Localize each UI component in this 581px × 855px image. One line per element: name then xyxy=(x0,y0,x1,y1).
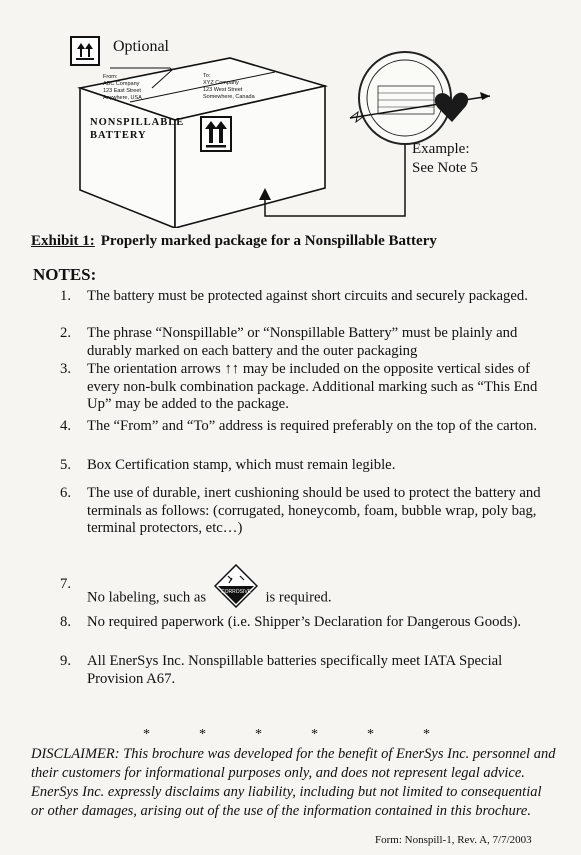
note-item: 6. The use of durable, inert cushioning should be used to protect the battery and terminals as follows: (corrugated, honeycomb, foam, bubble wrap, poly bag, terminal protectors, etc…) xyxy=(60,485,541,536)
optional-label: Optional xyxy=(113,38,169,55)
to-address-label: To: XYZ Company 123 West Street Somewhere, Canada xyxy=(203,73,255,100)
star-separator: * * * * * * xyxy=(143,727,430,742)
this-way-up-arrows-icon xyxy=(200,116,232,152)
disclaimer-text: DISCLAIMER: This brochure was developed for the benefit of EnerSys Inc. personnel and their customers for informational purposes only, and does not represent legal advice. EnerSys Inc. expressly disclaims any liability, including but not limited to consequential or other damages, arising out of the use of the information contained in this brochure. xyxy=(31,746,556,819)
example-line-2: See Note 5 xyxy=(412,160,478,176)
exhibit-number: Exhibit 1: xyxy=(31,233,95,249)
note-item: 4. The “From” and “To” address is required preferably on the top of the carton. xyxy=(60,418,538,434)
form-revision-line: Form: Nonspill-1, Rev. A, 7/7/2003 xyxy=(375,834,532,846)
note-item: 5. Box Certification stamp, which must remain legible. xyxy=(60,457,396,473)
from-address-label: From: ABC Company 123 East Street Anywhere, USA xyxy=(103,74,142,101)
note-item: 3. The orientation arrows ↑↑ may be included on the opposite vertical sides of every non-bulk combination package. Additional marking such as “This End Up” may be added to the package. xyxy=(60,361,538,412)
example-note xyxy=(412,140,478,178)
note-item: 1. The battery must be protected against short circuits and securely packaged. xyxy=(60,288,528,304)
note-item: 2. The phrase “Nonspillable” or “Nonspillable Battery” must be plainly and durably marked on each battery and the outer packaging xyxy=(60,325,518,359)
note-item: 8. No required paperwork (i.e. Shipper’s Declaration for Dangerous Goods). xyxy=(60,614,522,630)
note-item: 7. No labeling, such as CORROSIVE is required. xyxy=(60,576,550,620)
corrosive-label-icon xyxy=(214,564,258,608)
notes-heading: NOTES: xyxy=(33,265,97,284)
exhibit-title: Properly marked package for a Nonspillable Battery xyxy=(100,233,437,249)
nonspillable-box-label: NONSPILLABLE BATTERY xyxy=(90,117,185,141)
note-item: 9. All EnerSys Inc. Nonspillable batteries specifically meet IATA Special Provision A67. xyxy=(60,653,503,687)
example-line-1: Example: xyxy=(412,141,470,157)
svg-text:CORROSIVE: CORROSIVE xyxy=(220,589,251,595)
exhibit-caption xyxy=(31,233,437,250)
orientation-arrows-icon: ↑↑ xyxy=(224,361,240,377)
